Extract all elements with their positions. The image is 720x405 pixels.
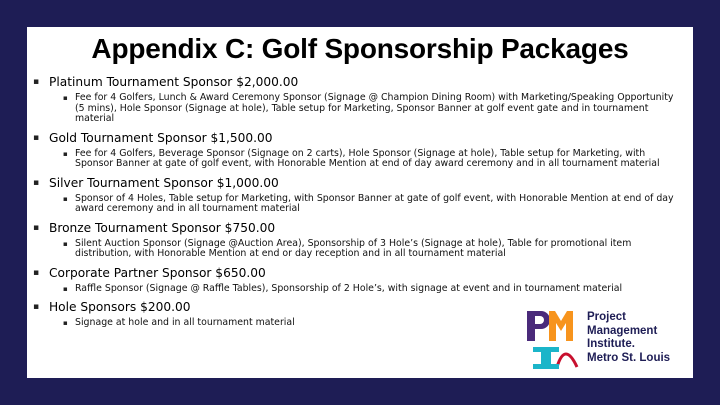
bullet-icon: ▪ — [33, 222, 40, 233]
slide-title: Appendix C: Golf Sponsorship Packages — [91, 33, 629, 64]
package-detail: Fee for 4 Golfers, Lunch & Award Ceremony Sponsor (Signage @ Champion Dining Room) with Marketing/Speaking Opportunity (5 mins), Hole Sponsor (Signage at hole), Table setup for Marketing, Sponsor Banner at golf event gate and in tournament material — [75, 92, 674, 124]
bullet-icon: ▪ — [33, 177, 40, 188]
pmi-logo-mark-icon — [525, 309, 583, 369]
package-item — [31, 176, 687, 215]
pmi-logo-text — [587, 311, 670, 365]
bullet-icon: ▪ — [33, 132, 40, 143]
bullet-icon: ▪ — [63, 319, 68, 327]
bullet-icon: ▪ — [33, 302, 40, 312]
slide — [27, 27, 693, 378]
package-detail: Signage at hole and in all tournament material — [75, 317, 295, 328]
bullet-icon: ▪ — [63, 239, 68, 248]
package-detail: Raffle Sponsor (Signage @ Raffle Tables), Sponsorship of 2 Hole’s, with signage at event and in tournament material — [75, 282, 623, 294]
pmi-logo — [525, 309, 685, 369]
logo-line: Project — [587, 311, 626, 323]
package-name: Bronze Tournament Sponsor $750.00 — [49, 220, 276, 235]
bullet-icon: ▪ — [63, 94, 68, 102]
bullet-icon: ▪ — [63, 149, 68, 158]
package-item — [31, 75, 687, 125]
package-list — [31, 75, 687, 329]
logo-line: Management — [587, 324, 658, 337]
package-detail: Sponsor of 4 Holes, Table setup for Marketing, with Sponsor Banner at gate of golf event, with Honorable Mention at end of day award ceremony and in all tournament material — [75, 192, 674, 214]
package-name: Silver Tournament Sponsor $1,000.00 — [49, 175, 279, 190]
package-item — [31, 131, 687, 170]
bullet-icon: ▪ — [63, 194, 68, 203]
logo-line: Institute. — [587, 338, 635, 350]
bullet-icon: ▪ — [33, 267, 40, 278]
package-item — [31, 266, 687, 295]
package-name: Corporate Partner Sponsor $650.00 — [49, 265, 266, 280]
package-detail: Fee for 4 Golfers, Beverage Sponsor (Signage on 2 carts), Hole Sponsor (Signage at hole), Table setup for Marketing, with Sponsor Banner at gate of golf event, with Honorable Mention at end of day award ceremony and in all tournament material — [75, 147, 660, 169]
logo-line: Metro St. Louis — [587, 351, 671, 364]
package-item — [31, 221, 687, 260]
bullet-icon: ▪ — [63, 284, 68, 293]
package-name: Gold Tournament Sponsor $1,500.00 — [49, 130, 273, 145]
package-name: Hole Sponsors $200.00 — [49, 300, 191, 314]
bullet-icon: ▪ — [33, 77, 40, 87]
package-name: Platinum Tournament Sponsor $2,000.00 — [49, 75, 299, 89]
package-detail: Silent Auction Sponsor (Signage @Auction Area), Sponsorship of 3 Hole’s (Signage at hole), Table for promotional item distribution, with Honorable Mention at end or day reception and in all tournament material — [75, 237, 632, 259]
